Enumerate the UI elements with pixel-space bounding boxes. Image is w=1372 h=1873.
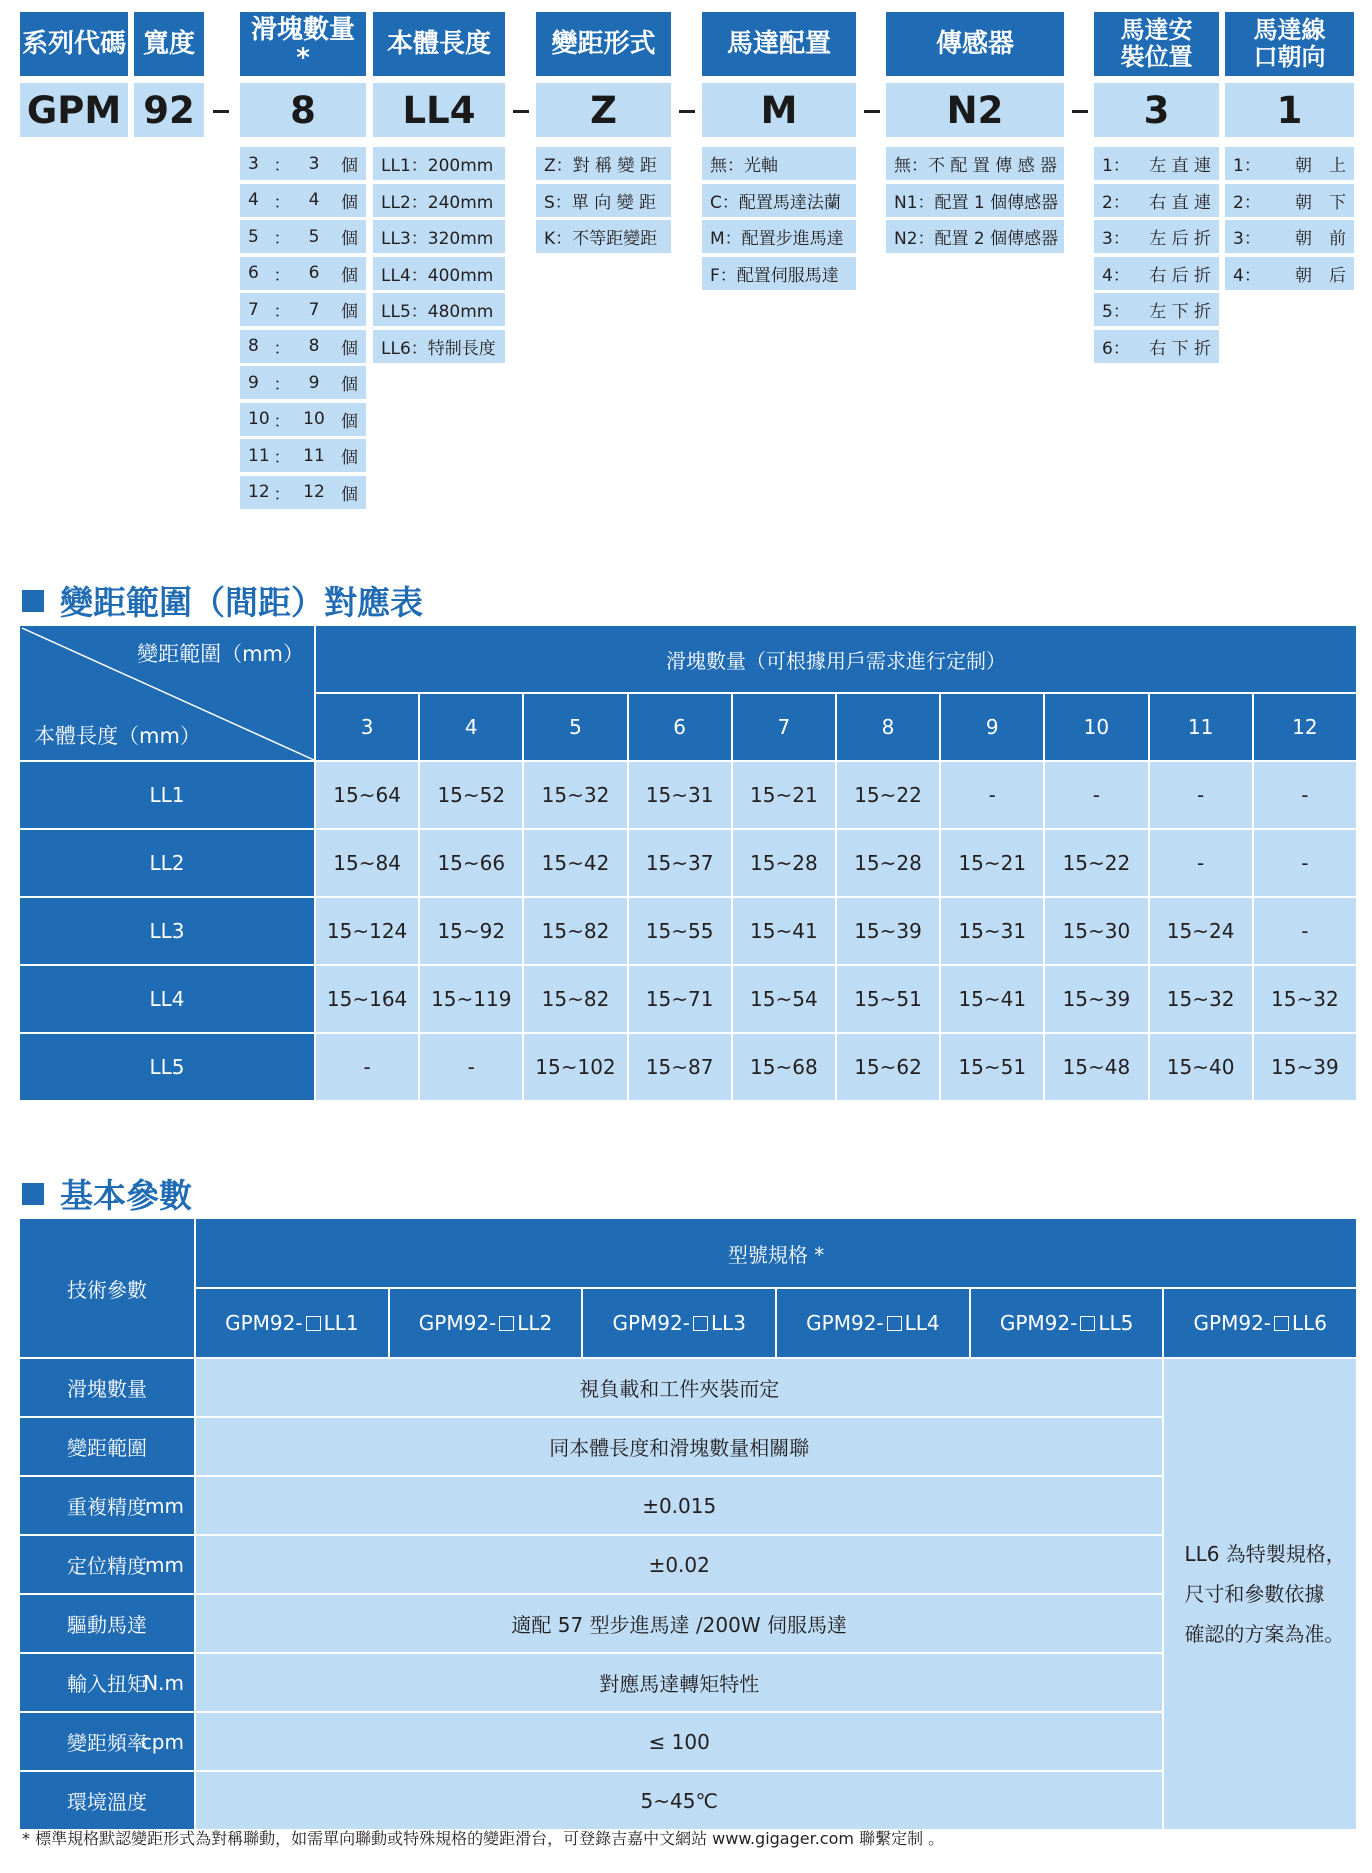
model-suffix: LL2	[517, 1311, 553, 1335]
qty-option-colon: ：	[273, 338, 291, 359]
slider-qty-option	[240, 147, 366, 180]
params-table-title-text: 基本參數	[60, 1176, 192, 1215]
params-table-title	[22, 1170, 192, 1217]
slider-count-header: 5	[523, 693, 627, 761]
qty-option-value: 12	[303, 482, 325, 502]
cable-dir-option-key: 4：	[1233, 265, 1261, 286]
table-row	[19, 1535, 1357, 1594]
table-cell: 15~21	[732, 761, 836, 829]
cable-dir-option-value: 朝 前	[1295, 229, 1346, 249]
param-name	[19, 1594, 195, 1653]
table-cell: 15~28	[836, 829, 940, 897]
footnote: * 標準規格默認變距形式為對稱聯動，如需單向聯動或特殊規格的變距滑台，可登錄吉嘉中文網站 www.gigager.com 聯繫定制 。	[22, 1829, 945, 1848]
separator-dash	[1072, 110, 1088, 113]
body-length-option: LL3：320mm	[373, 220, 505, 253]
slider-qty-option	[240, 184, 366, 217]
param-value: 適配 57 型步進馬達 /200W 伺服馬達	[195, 1594, 1163, 1653]
code-slider-qty: 8	[240, 83, 366, 137]
model-prefix: GPM92-	[999, 1311, 1078, 1335]
checkbox-square-icon	[499, 1316, 514, 1331]
cable-dir-option-key: 1：	[1233, 156, 1261, 176]
motor-mount-option-key: 6：	[1102, 338, 1130, 359]
table-row	[19, 1358, 1357, 1417]
param-value: 對應馬達轉矩特性	[195, 1653, 1163, 1712]
pitch-range-table	[18, 624, 1358, 1102]
cable-dir-option	[1225, 147, 1354, 180]
qty-option-colon: ：	[273, 192, 291, 213]
header-cable-dir-text	[1254, 17, 1326, 71]
param-name	[19, 1771, 195, 1830]
slider-count-header: 7	[732, 693, 836, 761]
qty-option-unit: 個	[341, 484, 358, 505]
slider-count-header: 9	[940, 693, 1044, 761]
table-cell: 15~51	[836, 965, 940, 1033]
code-pitch-type: Z	[536, 83, 671, 137]
param-name	[19, 1653, 195, 1712]
motor-config-option: F：配置伺服馬達	[702, 257, 856, 290]
table-row	[19, 897, 1357, 965]
header-cable-dir-line1: 馬達線	[1253, 16, 1326, 44]
slider-qty-option	[240, 220, 366, 253]
separator-dash	[679, 110, 695, 113]
model-header	[582, 1288, 776, 1358]
table-row	[19, 829, 1357, 897]
table-cell: 15~119	[419, 965, 523, 1033]
slider-count-header: 4	[419, 693, 523, 761]
motor-mount-option-value: 右 后 折	[1149, 265, 1211, 286]
param-name-text: 滑塊數量	[67, 1377, 147, 1401]
slider-count-header: 11	[1149, 693, 1253, 761]
header-slider-qty-text: 滑塊數量 *	[250, 15, 355, 73]
cable-dir-option	[1225, 184, 1354, 217]
table-cell: -	[1253, 761, 1357, 829]
table-cell: -	[419, 1033, 523, 1101]
model-suffix: LL4	[904, 1311, 940, 1335]
qty-option-value: 8	[308, 336, 320, 356]
basic-params-table	[18, 1217, 1358, 1831]
param-value: ±0.02	[195, 1535, 1163, 1594]
param-unit: N.m	[143, 1670, 184, 1695]
checkbox-square-icon	[1080, 1316, 1095, 1331]
table-cell: -	[1253, 897, 1357, 965]
qty-option-value: 10	[303, 409, 325, 429]
table-row	[19, 1712, 1357, 1771]
model-prefix: GPM92-	[612, 1311, 690, 1335]
ll6-note	[1163, 1358, 1357, 1830]
slider-count-header: 3	[315, 693, 419, 761]
motor-mount-option-value: 左 直 連	[1149, 156, 1211, 176]
qty-option-number: 10	[248, 409, 270, 429]
header-body-length	[373, 12, 505, 76]
param-name-text: 定位精度	[67, 1554, 147, 1578]
body-length-option: LL6：特制長度	[373, 330, 505, 363]
motor-mount-option-key: 2：	[1102, 192, 1130, 213]
motor-mount-option	[1094, 330, 1219, 363]
table-cell: 15~32	[1253, 965, 1357, 1033]
cable-dir-option-key: 2：	[1233, 192, 1261, 213]
model-header	[1163, 1288, 1357, 1358]
checkbox-square-icon	[306, 1316, 321, 1331]
slider-qty-option	[240, 366, 366, 399]
table-cell: 15~37	[628, 829, 732, 897]
table-row	[19, 1476, 1357, 1535]
code-motor-mount: 3	[1094, 83, 1219, 137]
model-prefix: GPM92-	[418, 1311, 497, 1335]
header-body-length-text: 本體長度	[386, 29, 491, 59]
body-length-option: LL5：480mm	[373, 293, 505, 326]
cable-dir-option-key: 3：	[1233, 229, 1261, 249]
sensor-option: N1：配置 1 個傳感器	[886, 184, 1064, 217]
table-cell: 15~39	[836, 897, 940, 965]
header-motor-config	[702, 12, 856, 76]
qty-option-unit: 個	[341, 411, 358, 432]
qty-option-colon: ：	[273, 302, 291, 322]
slider-qty-option	[240, 257, 366, 290]
slider-count-header: 6	[628, 693, 732, 761]
param-unit: cpm	[140, 1729, 184, 1754]
pitch-table-corner	[19, 625, 315, 761]
header-pitch-type-text: 變距形式	[551, 29, 656, 59]
table-cell: 15~21	[940, 829, 1044, 897]
qty-option-value: 7	[308, 299, 320, 320]
header-motor-mount-line1: 馬達安	[1120, 16, 1193, 44]
header-motor-mount	[1094, 12, 1219, 76]
corner-bottom-label: 本體長度（mm）	[34, 724, 201, 748]
table-cell: -	[1149, 829, 1253, 897]
table-cell: 15~24	[1149, 897, 1253, 965]
qty-option-number: 5	[248, 226, 259, 247]
table-cell: 15~64	[315, 761, 419, 829]
body-length-option: LL4：400mm	[373, 257, 505, 290]
table-row	[19, 965, 1357, 1033]
table-cell: 15~62	[836, 1033, 940, 1101]
table-cell: 15~41	[940, 965, 1044, 1033]
model-header	[195, 1288, 389, 1358]
param-name	[19, 1476, 195, 1535]
table-cell: 15~52	[419, 761, 523, 829]
model-header	[776, 1288, 970, 1358]
table-cell: 15~41	[732, 897, 836, 965]
pitch-table-title	[22, 577, 423, 624]
qty-option-value: 4	[308, 190, 320, 210]
ll6-note-line: LL6 為特製規格，	[1184, 1542, 1346, 1566]
table-cell: 15~164	[315, 965, 419, 1033]
table-cell: 15~39	[1044, 965, 1148, 1033]
params-group-header: 型號規格 *	[195, 1218, 1357, 1288]
cable-dir-option-value: 朝 上	[1295, 156, 1346, 176]
pitch-type-option: S：單 向 變 距	[536, 184, 671, 217]
qty-option-unit: 個	[341, 338, 358, 359]
table-cell: -	[940, 761, 1044, 829]
motor-mount-option-key: 3：	[1102, 229, 1130, 249]
param-value: 視負載和工件夾裝而定	[195, 1358, 1163, 1417]
cable-dir-option-value: 朝 后	[1295, 265, 1346, 286]
motor-mount-option-value: 右 下 折	[1149, 338, 1211, 359]
pitch-type-option: K：不等距變距	[536, 220, 671, 253]
checkbox-square-icon	[887, 1316, 902, 1331]
header-series-text: 系列代碼	[21, 29, 126, 59]
table-cell: 15~102	[523, 1033, 627, 1101]
table-cell: 15~82	[523, 965, 627, 1033]
qty-option-number: 11	[248, 445, 270, 466]
table-cell: 15~124	[315, 897, 419, 965]
qty-option-value: 5	[308, 226, 320, 247]
param-value: 5~45℃	[195, 1771, 1163, 1830]
corner-top-label: 變距範圍（mm）	[137, 642, 304, 666]
table-cell: 15~68	[732, 1033, 836, 1101]
table-cell: 15~87	[628, 1033, 732, 1101]
header-motor-mount-line2: 裝位置	[1120, 43, 1193, 71]
slider-qty-option	[240, 439, 366, 472]
params-corner: 技術參數	[19, 1218, 195, 1358]
table-cell: -	[1253, 829, 1357, 897]
slider-count-header: 8	[836, 693, 940, 761]
param-name-text: 重複精度	[67, 1495, 147, 1519]
qty-option-unit: 個	[341, 192, 358, 213]
motor-mount-option	[1094, 184, 1219, 217]
cable-dir-option	[1225, 220, 1354, 253]
param-unit: mm	[145, 1493, 184, 1518]
model-suffix: LL6	[1292, 1311, 1328, 1335]
model-suffix: LL1	[323, 1311, 359, 1335]
pitch-type-option: Z：對 稱 變 距	[536, 147, 671, 180]
qty-option-colon: ：	[273, 375, 291, 395]
qty-option-number: 4	[248, 190, 259, 210]
row-header: LL3	[19, 897, 315, 965]
square-bullet-icon	[22, 1183, 44, 1205]
qty-option-unit: 個	[341, 448, 358, 468]
param-value: ±0.015	[195, 1476, 1163, 1535]
separator-dash	[513, 110, 529, 113]
table-cell: 15~54	[732, 965, 836, 1033]
table-cell: 15~40	[1149, 1033, 1253, 1101]
param-name-text: 輸入扭矩	[67, 1672, 147, 1696]
table-cell: 15~28	[732, 829, 836, 897]
qty-option-number: 12	[248, 482, 270, 502]
table-cell: -	[1149, 761, 1253, 829]
table-cell: 15~39	[1253, 1033, 1357, 1101]
motor-mount-option-key: 4：	[1102, 265, 1130, 286]
row-header: LL1	[19, 761, 315, 829]
qty-option-colon: ：	[273, 448, 291, 468]
table-cell: 15~48	[1044, 1033, 1148, 1101]
motor-mount-option-key: 5：	[1102, 302, 1130, 322]
qty-option-value: 11	[303, 445, 325, 466]
table-row	[19, 1653, 1357, 1712]
square-bullet-icon	[22, 590, 44, 612]
model-header	[970, 1288, 1164, 1358]
table-cell: 15~32	[1149, 965, 1253, 1033]
pitch-group-header: 滑塊數量（可根據用戶需求進行定制）	[315, 625, 1357, 693]
table-row	[19, 1771, 1357, 1830]
motor-mount-option	[1094, 220, 1219, 253]
qty-option-number: 8	[248, 336, 259, 356]
qty-option-number: 9	[248, 372, 259, 393]
model-suffix: LL5	[1098, 1311, 1134, 1335]
motor-mount-option-value: 右 直 連	[1149, 192, 1211, 213]
sensor-option: 無：不 配 置 傳 感 器	[886, 147, 1064, 180]
separator-dash	[864, 110, 880, 113]
qty-option-colon: ：	[273, 156, 291, 176]
header-series	[20, 12, 128, 76]
header-width-text: 寬度	[142, 29, 195, 59]
param-name	[19, 1535, 195, 1594]
slider-count-header: 10	[1044, 693, 1148, 761]
checkbox-square-icon	[693, 1316, 708, 1331]
cable-dir-option-value: 朝 下	[1295, 192, 1346, 213]
table-cell: 15~22	[836, 761, 940, 829]
param-name	[19, 1358, 195, 1417]
header-pitch-type	[536, 12, 671, 76]
cable-dir-option	[1225, 257, 1354, 290]
table-row	[19, 1033, 1357, 1101]
header-sensor	[886, 12, 1064, 76]
model-prefix: GPM92-	[225, 1311, 303, 1335]
qty-option-value: 3	[308, 153, 320, 174]
header-motor-config-text: 馬達配置	[726, 29, 831, 59]
motor-config-option: C：配置馬達法蘭	[702, 184, 856, 217]
sensor-option: N2：配置 2 個傳感器	[886, 220, 1064, 253]
qty-option-value: 6	[308, 263, 320, 283]
model-prefix: GPM92-	[806, 1311, 884, 1335]
qty-option-colon: ：	[273, 265, 291, 286]
param-value: 同本體長度和滑塊數量相關聯	[195, 1417, 1163, 1476]
row-header: LL4	[19, 965, 315, 1033]
motor-config-option: 無：光軸	[702, 147, 856, 180]
checkbox-square-icon	[1274, 1316, 1289, 1331]
row-header: LL5	[19, 1033, 315, 1101]
qty-option-value: 9	[308, 372, 320, 393]
motor-mount-option	[1094, 147, 1219, 180]
param-unit: mm	[145, 1552, 184, 1577]
slider-qty-option	[240, 476, 366, 509]
table-cell: 15~31	[628, 761, 732, 829]
qty-option-unit: 個	[341, 375, 358, 395]
motor-config-option: M：配置步進馬達	[702, 220, 856, 253]
qty-option-unit: 個	[341, 302, 358, 322]
row-header: LL2	[19, 829, 315, 897]
table-cell: 15~51	[940, 1033, 1044, 1101]
header-motor-mount-text	[1121, 17, 1193, 71]
header-sensor-text: 傳感器	[935, 29, 1014, 59]
separator-dash	[213, 110, 229, 113]
motor-mount-option	[1094, 293, 1219, 326]
table-cell: 15~30	[1044, 897, 1148, 965]
slider-qty-option	[240, 330, 366, 363]
table-cell: -	[1044, 761, 1148, 829]
param-name-text: 變距範圍	[67, 1436, 147, 1460]
table-cell: 15~84	[315, 829, 419, 897]
ll6-note-line: 確認的方案為准。	[1184, 1622, 1345, 1646]
table-cell: 15~32	[523, 761, 627, 829]
code-cable-dir: 1	[1225, 83, 1354, 137]
slider-count-header: 12	[1253, 693, 1357, 761]
motor-mount-option-value: 左 下 折	[1149, 302, 1211, 322]
model-suffix: LL3	[710, 1311, 746, 1335]
param-name-text: 驅動馬達	[67, 1613, 147, 1637]
qty-option-unit: 個	[341, 229, 358, 249]
code-series: GPM	[20, 83, 128, 137]
header-cable-dir	[1225, 12, 1354, 76]
code-motor-config: M	[702, 83, 856, 137]
table-cell: 15~71	[628, 965, 732, 1033]
pitch-table-title-text: 變距範圍（間距）對應表	[60, 583, 423, 622]
model-header	[389, 1288, 583, 1358]
param-value: ≤ 100	[195, 1712, 1163, 1771]
qty-option-unit: 個	[341, 265, 358, 286]
param-name	[19, 1712, 195, 1771]
motor-mount-option-key: 1：	[1102, 156, 1130, 176]
table-cell: 15~82	[523, 897, 627, 965]
motor-mount-option	[1094, 257, 1219, 290]
qty-option-colon: ：	[273, 229, 291, 249]
table-row	[19, 1594, 1357, 1653]
param-name-text: 變距頻率	[67, 1731, 147, 1755]
code-body-length: LL4	[373, 83, 505, 137]
table-row	[19, 761, 1357, 829]
slider-qty-option	[240, 293, 366, 326]
param-name-text: 環境溫度	[67, 1790, 147, 1814]
qty-option-number: 6	[248, 263, 259, 283]
body-length-option: LL1：200mm	[373, 147, 505, 180]
table-cell: 15~66	[419, 829, 523, 897]
header-cable-dir-line2: 口朝向	[1253, 43, 1326, 71]
qty-option-colon: ：	[273, 484, 291, 505]
param-name	[19, 1417, 195, 1476]
header-slider-qty	[240, 12, 366, 76]
ll6-note-line: 尺寸和參數依據	[1184, 1582, 1325, 1606]
qty-option-number: 3	[248, 153, 259, 174]
table-row	[19, 1417, 1357, 1476]
table-cell: 15~31	[940, 897, 1044, 965]
qty-option-number: 7	[248, 299, 259, 320]
table-cell: 15~55	[628, 897, 732, 965]
header-width	[134, 12, 204, 76]
code-sensor: N2	[886, 83, 1064, 137]
code-width: 92	[134, 83, 204, 137]
qty-option-colon: ：	[273, 411, 291, 432]
table-cell: 15~42	[523, 829, 627, 897]
qty-option-unit: 個	[341, 156, 358, 176]
table-cell: -	[315, 1033, 419, 1101]
body-length-option: LL2：240mm	[373, 184, 505, 217]
table-cell: 15~92	[419, 897, 523, 965]
slider-qty-option	[240, 403, 366, 436]
model-prefix: GPM92-	[1193, 1311, 1272, 1335]
table-cell: 15~22	[1044, 829, 1148, 897]
motor-mount-option-value: 左 后 折	[1149, 229, 1211, 249]
